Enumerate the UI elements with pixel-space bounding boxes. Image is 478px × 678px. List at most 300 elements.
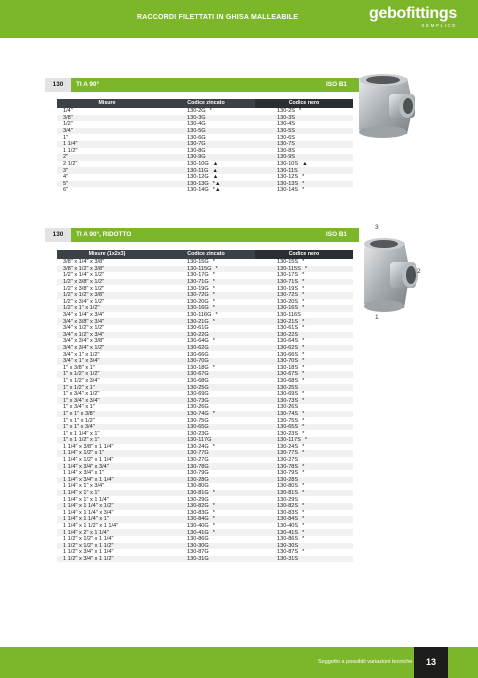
galvanized-code-cell bbox=[157, 272, 255, 279]
black-code-cell-value: 130-16S bbox=[277, 305, 299, 312]
black-code-cell-value: 130-27S bbox=[277, 457, 299, 464]
section-series: ISO B1 bbox=[326, 81, 347, 88]
size-cell bbox=[57, 490, 157, 497]
table-row bbox=[57, 325, 353, 332]
galvanized-code-cell bbox=[157, 292, 255, 299]
galvanized-code-cell bbox=[157, 490, 255, 497]
black-code-cell bbox=[255, 384, 353, 391]
size-cell-value: 1" x 3/4" x 1" bbox=[63, 404, 95, 411]
black-code-cell-value: 130-5S bbox=[277, 128, 296, 135]
black-code-cell-value: 130-14S bbox=[277, 187, 299, 194]
galvanized-code-cell bbox=[157, 470, 255, 477]
galvanized-code-cell-value: 130-20G bbox=[187, 298, 209, 305]
size-cell-value: 1/2" x 1/4" x 1/2" bbox=[63, 272, 105, 279]
galvanized-code-cell-availability-mark: * bbox=[212, 285, 215, 292]
size-cell-value: 1 1/4" x 1" x 3/4" bbox=[63, 483, 105, 490]
black-code-cell bbox=[255, 154, 353, 161]
size-cell-value: 3/4" x 1/2" x 3/4" bbox=[63, 331, 105, 338]
column-header-size: Misure (1x2x3) bbox=[57, 250, 157, 259]
black-code-cell-availability-mark: * bbox=[302, 351, 305, 358]
galvanized-code-cell-value: 130-71G bbox=[187, 279, 209, 286]
black-code-cell bbox=[255, 470, 353, 477]
black-code-cell-value: 130-83S bbox=[277, 509, 299, 516]
galvanized-code-cell-value: 130-73G bbox=[187, 397, 209, 404]
black-code-cell-value: 130-18S bbox=[277, 364, 299, 371]
black-code-cell-value: 130-77S bbox=[277, 450, 299, 457]
table-row bbox=[57, 181, 353, 188]
galvanized-code-cell-value: 130-41G bbox=[187, 529, 209, 536]
black-code-cell-availability-mark: * bbox=[302, 279, 305, 286]
galvanized-code-cell-value: 130-16G bbox=[187, 305, 209, 312]
galvanized-code-cell-value: 130-70G bbox=[187, 358, 209, 365]
size-cell bbox=[57, 549, 157, 556]
size-cell-value: 3/4" x 1" x 3/4" bbox=[63, 358, 100, 365]
size-cell-value: 1/2" x 3/8" x 1/2" bbox=[63, 279, 105, 286]
black-code-cell-value: 130-117S bbox=[277, 437, 301, 444]
black-code-cell-availability-mark: * bbox=[302, 463, 305, 470]
black-code-cell bbox=[255, 121, 353, 128]
black-code-cell bbox=[255, 115, 353, 122]
table-row bbox=[57, 365, 353, 372]
galvanized-code-cell-availability-mark: * bbox=[212, 503, 215, 510]
black-code-cell bbox=[255, 463, 353, 470]
galvanized-code-cell-value: 130-40G bbox=[187, 523, 209, 529]
table-row bbox=[57, 417, 353, 424]
black-code-cell-value: 130-28S bbox=[277, 476, 299, 483]
galvanized-code-cell-value: 130-29G bbox=[187, 496, 209, 503]
black-code-cell-value: 130-2S bbox=[277, 108, 296, 115]
size-cell bbox=[57, 404, 157, 411]
size-cell bbox=[57, 397, 157, 404]
size-cell bbox=[57, 266, 157, 273]
section-number: 130 bbox=[45, 228, 71, 242]
galvanized-code-cell-value: 130-75G bbox=[187, 417, 209, 424]
black-code-cell bbox=[255, 543, 353, 550]
column-header-galvanized-code: Codice zincato bbox=[157, 250, 255, 259]
galvanized-code-cell bbox=[157, 417, 255, 424]
black-code-cell-value: 130-15S bbox=[277, 259, 299, 266]
size-cell bbox=[57, 516, 157, 523]
galvanized-code-cell bbox=[157, 148, 255, 155]
black-code-cell bbox=[255, 279, 353, 286]
callout-3: 3 bbox=[375, 224, 379, 231]
table-row bbox=[57, 161, 353, 168]
black-code-cell-availability-mark: * bbox=[302, 483, 305, 490]
galvanized-code-cell-value: 130-82G bbox=[187, 503, 209, 510]
size-cell-value: 1 1/4" x 1 1/4" x 1/2" bbox=[63, 503, 114, 510]
black-code-cell-value: 130-70S bbox=[277, 358, 299, 365]
black-code-cell-value: 130-73S bbox=[277, 397, 299, 404]
galvanized-code-cell-value: 130-17G bbox=[187, 272, 209, 279]
black-code-cell-value: 130-10S bbox=[277, 161, 299, 167]
galvanized-code-cell-availability-mark: * bbox=[212, 364, 215, 371]
size-cell bbox=[57, 312, 157, 319]
size-cell bbox=[57, 279, 157, 286]
galvanized-code-cell bbox=[157, 463, 255, 470]
black-code-cell bbox=[255, 299, 353, 306]
galvanized-code-cell bbox=[157, 167, 255, 174]
black-code-cell-availability-mark: * bbox=[302, 187, 305, 194]
size-cell-value: 3/4" bbox=[63, 128, 73, 135]
galvanized-code-cell-availability-mark: *▲ bbox=[212, 187, 221, 194]
galvanized-code-cell bbox=[157, 516, 255, 523]
galvanized-code-cell-value: 130-21G bbox=[187, 318, 209, 325]
page-number: 13 bbox=[414, 647, 448, 678]
size-cell-value: 1 1/4" x 1" x 1" bbox=[63, 490, 100, 497]
table-row bbox=[57, 305, 353, 312]
black-code-cell-value: 130-67S bbox=[277, 371, 299, 378]
brand-logo-subtitle: SEMPLICE bbox=[421, 23, 457, 28]
table-row bbox=[57, 437, 353, 444]
galvanized-code-cell bbox=[157, 510, 255, 517]
footer-note: Soggetto a possibili variazioni tecniche bbox=[318, 659, 413, 665]
galvanized-code-cell-availability-mark: * bbox=[215, 265, 218, 272]
galvanized-code-cell-availability-mark: * bbox=[212, 490, 215, 497]
galvanized-code-cell-availability-mark: ▲ bbox=[212, 174, 219, 181]
size-cell-value: 3/4" x 1" x 1/2" bbox=[63, 351, 100, 358]
black-code-cell-value: 130-72S bbox=[277, 292, 299, 299]
size-cell-value: 3/4" x 1/4" x 3/4" bbox=[63, 312, 105, 318]
galvanized-code-cell-value: 130-79G bbox=[187, 470, 209, 477]
size-cell bbox=[57, 536, 157, 543]
galvanized-code-cell-availability-mark: * bbox=[212, 298, 215, 305]
table-row bbox=[57, 332, 353, 339]
black-code-cell-availability-mark: * bbox=[302, 536, 305, 543]
black-code-cell-value: 130-21S bbox=[277, 318, 299, 325]
table-row bbox=[57, 128, 353, 135]
size-cell bbox=[57, 121, 157, 128]
black-code-cell bbox=[255, 430, 353, 437]
galvanized-code-cell bbox=[157, 266, 255, 273]
size-cell-value: 1/2" x 3/4" x 1/2" bbox=[63, 298, 105, 305]
table-row bbox=[57, 154, 353, 161]
black-code-cell-availability-mark: * bbox=[302, 259, 305, 266]
black-code-cell-availability-mark: * bbox=[302, 430, 305, 437]
black-code-cell-value: 130-11S bbox=[277, 167, 298, 174]
galvanized-code-cell-value: 130-11G bbox=[187, 167, 209, 174]
black-code-cell-availability-mark: * bbox=[302, 549, 305, 556]
black-code-cell-value: 130-69S bbox=[277, 391, 299, 398]
black-code-cell-availability-mark: * bbox=[302, 292, 305, 299]
black-code-cell bbox=[255, 556, 353, 563]
section-series: ISO B1 bbox=[326, 231, 347, 238]
galvanized-code-cell-value: 130-7G bbox=[187, 141, 206, 148]
table-row bbox=[57, 450, 353, 457]
table-row bbox=[57, 272, 353, 279]
galvanized-code-cell bbox=[157, 450, 255, 457]
table-row bbox=[57, 470, 353, 477]
table-row bbox=[57, 477, 353, 484]
black-code-cell-availability-mark: * bbox=[302, 285, 305, 292]
size-cell-value: 1" x 1/2" x 1" bbox=[63, 384, 95, 391]
galvanized-code-cell-value: 130-69G bbox=[187, 391, 209, 398]
black-code-cell bbox=[255, 503, 353, 510]
size-cell-value: 3/4" x 3/4" x 3/8" bbox=[63, 338, 105, 345]
table-row bbox=[57, 457, 353, 464]
galvanized-code-cell-value: 130-64G bbox=[187, 338, 209, 345]
galvanized-code-cell bbox=[157, 457, 255, 464]
black-code-cell-value: 130-26S bbox=[277, 404, 299, 411]
size-cell-value: 1/2" x 1" x 1/2" bbox=[63, 305, 100, 312]
galvanized-code-cell bbox=[157, 404, 255, 411]
galvanized-code-cell-value: 130-74G bbox=[187, 410, 209, 417]
black-code-cell-availability-mark: * bbox=[302, 377, 305, 384]
black-code-cell bbox=[255, 148, 353, 155]
table-row bbox=[57, 167, 353, 174]
table-row bbox=[57, 556, 353, 563]
black-code-cell bbox=[255, 490, 353, 497]
size-cell bbox=[57, 437, 157, 444]
galvanized-code-cell-value: 130-80G bbox=[187, 483, 209, 490]
black-code-cell-availability-mark: * bbox=[302, 371, 305, 378]
galvanized-code-cell-value: 130-86G bbox=[187, 536, 209, 543]
table-row bbox=[57, 174, 353, 181]
size-cell-value: 1 1/4" x 3/8" x 1 1/4" bbox=[63, 443, 114, 450]
size-cell-value: 1" x 1 1/2" x 1" bbox=[63, 437, 100, 444]
galvanized-code-cell-value: 130-27G bbox=[187, 457, 209, 464]
galvanized-code-cell bbox=[157, 332, 255, 339]
section-name: TI A 90°, RIDOTTO bbox=[76, 231, 132, 238]
galvanized-code-cell-value: 130-78G bbox=[187, 463, 209, 470]
galvanized-code-cell-value: 130-22G bbox=[187, 331, 209, 338]
galvanized-code-cell-value: 130-3G bbox=[187, 114, 206, 121]
size-cell-value: 1 1/4" x 1 1/4" x 1" bbox=[63, 516, 109, 523]
black-code-cell-availability-mark: * bbox=[302, 509, 305, 516]
black-code-cell bbox=[255, 305, 353, 312]
black-code-cell-value: 130-66S bbox=[277, 351, 299, 358]
size-cell bbox=[57, 325, 157, 332]
black-code-cell bbox=[255, 523, 353, 530]
galvanized-code-cell bbox=[157, 181, 255, 188]
galvanized-code-cell-availability-mark: ▲ bbox=[212, 161, 219, 167]
black-code-cell-value: 130-3S bbox=[277, 114, 296, 121]
size-cell-value: 2 1/2" bbox=[63, 161, 78, 167]
galvanized-code-cell-value: 130-23G bbox=[187, 430, 209, 437]
size-cell bbox=[57, 292, 157, 299]
table-row bbox=[57, 371, 353, 378]
black-code-cell bbox=[255, 167, 353, 174]
galvanized-code-cell-value: 130-24G bbox=[187, 443, 209, 450]
black-code-cell-value: 130-78S bbox=[277, 463, 299, 470]
galvanized-code-cell-value: 130-10G bbox=[187, 161, 209, 167]
table-row bbox=[57, 115, 353, 122]
size-cell bbox=[57, 391, 157, 398]
table-row bbox=[57, 345, 353, 352]
black-code-cell-value: 130-17S bbox=[277, 272, 299, 279]
table-row bbox=[57, 351, 353, 358]
black-code-cell bbox=[255, 371, 353, 378]
galvanized-code-cell-value: 130-18G bbox=[187, 364, 209, 371]
table-row bbox=[57, 516, 353, 523]
size-cell-value: 1" x 1/2" x 3/4" bbox=[63, 377, 100, 384]
galvanized-code-cell-value: 130-87G bbox=[187, 549, 209, 556]
size-cell-value: 3/8" bbox=[63, 114, 73, 121]
size-cell bbox=[57, 424, 157, 431]
galvanized-code-cell bbox=[157, 424, 255, 431]
galvanized-code-cell-availability-mark: * bbox=[212, 338, 215, 345]
black-code-cell bbox=[255, 397, 353, 404]
black-code-cell bbox=[255, 536, 353, 543]
black-code-cell-value: 130-87S bbox=[277, 549, 299, 556]
size-cell bbox=[57, 259, 157, 266]
galvanized-code-cell-availability-mark: * bbox=[212, 272, 215, 279]
black-code-cell-value: 130-12S bbox=[277, 174, 299, 181]
black-code-cell bbox=[255, 444, 353, 451]
galvanized-code-cell-availability-mark: * bbox=[215, 312, 218, 318]
galvanized-code-cell-value: 130-77G bbox=[187, 450, 209, 457]
table-row bbox=[57, 397, 353, 404]
black-code-cell-availability-mark: * bbox=[302, 503, 305, 510]
galvanized-code-cell-availability-mark: * bbox=[212, 529, 215, 536]
galvanized-code-cell bbox=[157, 128, 255, 135]
size-cell-value: 1 1/2" bbox=[63, 147, 78, 154]
size-cell-value: 1" bbox=[63, 134, 69, 141]
black-code-cell bbox=[255, 450, 353, 457]
black-code-cell-availability-mark: * bbox=[302, 523, 305, 529]
size-cell-value: 3" bbox=[63, 167, 69, 174]
black-code-cell-value: 130-23S bbox=[277, 430, 299, 437]
galvanized-code-cell-value: 130-14G bbox=[187, 187, 209, 194]
black-code-cell-availability-mark: * bbox=[302, 450, 305, 457]
black-code-cell-value: 130-75S bbox=[277, 417, 299, 424]
black-code-cell-availability-mark: * bbox=[299, 108, 302, 115]
galvanized-code-cell bbox=[157, 397, 255, 404]
black-code-cell-value: 130-7S bbox=[277, 141, 296, 148]
size-cell bbox=[57, 496, 157, 503]
size-cell bbox=[57, 299, 157, 306]
table-row bbox=[57, 312, 353, 319]
galvanized-code-cell bbox=[157, 134, 255, 141]
galvanized-code-cell bbox=[157, 543, 255, 550]
galvanized-code-cell-value: 130-65G bbox=[187, 424, 209, 431]
size-cell-value: 1" x 3/8" x 1" bbox=[63, 364, 95, 371]
table-row bbox=[57, 108, 353, 115]
size-cell-value: 1 1/4" x 1 1/2" x 1 1/4" bbox=[63, 523, 119, 529]
galvanized-code-cell-value: 130-62G bbox=[187, 344, 209, 351]
galvanized-code-cell-value: 130-116G bbox=[187, 312, 212, 318]
galvanized-code-cell-availability-mark: * bbox=[212, 523, 215, 529]
galvanized-code-cell-value: 130-115G bbox=[187, 265, 212, 272]
size-cell bbox=[57, 463, 157, 470]
black-code-cell bbox=[255, 417, 353, 424]
black-code-cell-availability-mark: * bbox=[302, 397, 305, 404]
column-header-black-code: Codice nero bbox=[255, 250, 353, 259]
size-cell bbox=[57, 305, 157, 312]
table-row bbox=[57, 134, 353, 141]
brand-logo bbox=[369, 6, 457, 29]
black-code-cell-value: 130-8S bbox=[277, 147, 296, 154]
black-code-cell-value: 130-86S bbox=[277, 536, 299, 543]
table-row bbox=[57, 490, 353, 497]
table-row bbox=[57, 358, 353, 365]
size-cell-value: 6" bbox=[63, 187, 69, 194]
galvanized-code-cell-value: 130-67G bbox=[187, 371, 209, 378]
black-code-cell bbox=[255, 108, 353, 115]
black-code-cell bbox=[255, 292, 353, 299]
black-code-cell-value: 130-31S bbox=[277, 555, 299, 562]
black-code-cell-value: 130-41S bbox=[277, 529, 299, 536]
galvanized-code-cell-availability-mark: * bbox=[212, 292, 215, 299]
galvanized-code-cell-value: 130-61G bbox=[187, 325, 209, 332]
size-cell-value: 1 1/4" x 1" x 1 1/4" bbox=[63, 496, 109, 503]
black-code-cell bbox=[255, 483, 353, 490]
size-cell-value: 3/8" x 1/2" x 3/8" bbox=[63, 265, 105, 272]
size-cell bbox=[57, 483, 157, 490]
galvanized-code-cell-value: 130-68G bbox=[187, 377, 209, 384]
size-cell bbox=[57, 477, 157, 484]
black-code-cell bbox=[255, 345, 353, 352]
table-row bbox=[57, 121, 353, 128]
galvanized-code-cell-value: 130-8G bbox=[187, 147, 206, 154]
size-cell-value: 1 1/2" x 3/4" x 1 1/4" bbox=[63, 549, 114, 556]
galvanized-code-cell bbox=[157, 285, 255, 292]
black-code-cell-value: 130-74S bbox=[277, 410, 299, 417]
galvanized-code-cell bbox=[157, 338, 255, 345]
size-cell-value: 1 1/4" x 3/4" x 1 1/4" bbox=[63, 476, 114, 483]
size-cell bbox=[57, 470, 157, 477]
galvanized-code-cell bbox=[157, 299, 255, 306]
size-cell bbox=[57, 384, 157, 391]
size-cell-value: 1/4" bbox=[63, 108, 73, 115]
size-cell-value: 3/4" x 1/2" x 1/2" bbox=[63, 325, 105, 332]
black-code-cell-value: 130-61S bbox=[277, 325, 299, 332]
size-cell bbox=[57, 115, 157, 122]
tee-fitting-image bbox=[355, 72, 419, 140]
galvanized-code-cell bbox=[157, 411, 255, 418]
black-code-cell bbox=[255, 272, 353, 279]
table-row bbox=[57, 543, 353, 550]
black-code-cell-value: 130-79S bbox=[277, 470, 299, 477]
black-code-cell-value: 130-30S bbox=[277, 542, 299, 549]
galvanized-code-cell-availability-mark: * bbox=[212, 410, 215, 417]
black-code-cell-value: 130-82S bbox=[277, 503, 299, 510]
galvanized-code-cell bbox=[157, 529, 255, 536]
table-row bbox=[57, 148, 353, 155]
size-cell bbox=[57, 167, 157, 174]
galvanized-code-cell bbox=[157, 444, 255, 451]
galvanized-code-cell bbox=[157, 305, 255, 312]
black-code-cell-availability-mark: * bbox=[302, 391, 305, 398]
black-code-cell-value: 130-116S bbox=[277, 312, 301, 318]
black-code-cell-availability-mark: * bbox=[302, 338, 305, 345]
galvanized-code-cell bbox=[157, 549, 255, 556]
table-row bbox=[57, 266, 353, 273]
galvanized-code-cell-value: 130-26G bbox=[187, 404, 209, 411]
table-row bbox=[57, 391, 353, 398]
galvanized-code-cell-value: 130-13G bbox=[187, 180, 209, 187]
table-row bbox=[57, 384, 353, 391]
size-cell-value: 1 1/4" bbox=[63, 141, 78, 148]
black-code-cell-value: 130-4S bbox=[277, 121, 296, 128]
table-row bbox=[57, 424, 353, 431]
galvanized-code-cell bbox=[157, 556, 255, 563]
reduced-tee-fitting-icon bbox=[358, 232, 420, 318]
black-code-cell bbox=[255, 516, 353, 523]
black-code-cell-value: 130-65S bbox=[277, 424, 299, 431]
galvanized-code-cell bbox=[157, 187, 255, 194]
galvanized-code-cell-availability-mark: * bbox=[212, 509, 215, 516]
table-row bbox=[57, 430, 353, 437]
callout-1: 1 bbox=[375, 314, 379, 321]
size-cell-value: 1/2" x 1/2" x 3/8" bbox=[63, 292, 105, 299]
column-header-galvanized-code: Codice zincato bbox=[157, 99, 255, 108]
size-cell-value: 1 1/2" x 1/2" x 1 1/4" bbox=[63, 536, 114, 543]
size-cell bbox=[57, 154, 157, 161]
tee-fitting-icon bbox=[355, 72, 419, 140]
galvanized-code-cell bbox=[157, 121, 255, 128]
size-cell-value: 5" bbox=[63, 180, 69, 187]
black-code-cell bbox=[255, 259, 353, 266]
